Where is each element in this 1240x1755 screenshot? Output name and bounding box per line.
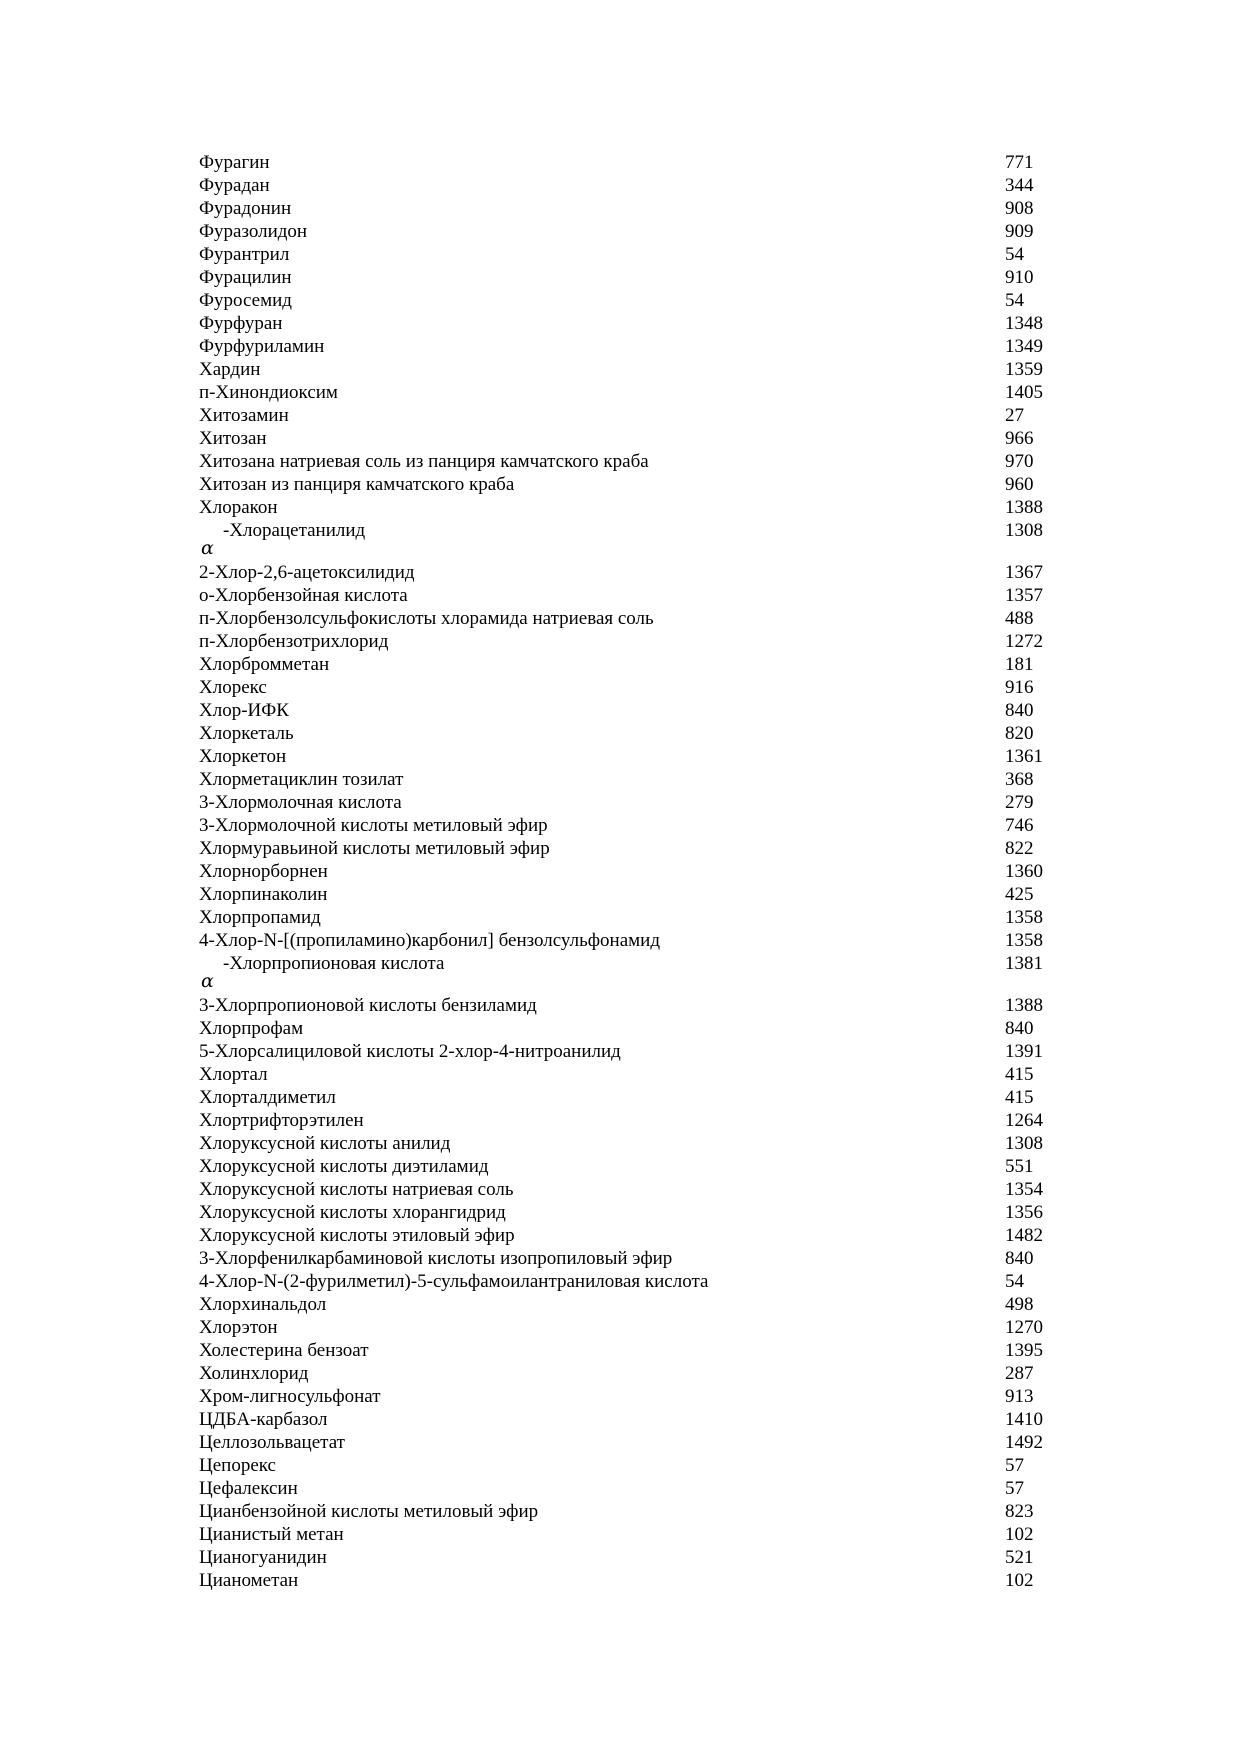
entry-page-number: 102: [1005, 1570, 1034, 1591]
entry-page-number: 1349: [1005, 336, 1043, 357]
index-entry: [199, 1362, 1079, 1385]
entry-name: Хлорпропамид: [199, 907, 321, 928]
index-entry: [199, 768, 1079, 791]
index-entry: [199, 1040, 1079, 1063]
index-entry: [199, 1086, 1079, 1109]
entry-name: Хлорнорборнен: [199, 861, 328, 882]
entry-page-number: 1405: [1005, 382, 1043, 403]
index-entry: [199, 266, 1079, 289]
entry-page-number: 1356: [1005, 1202, 1043, 1223]
entry-name: Фуразолидон: [199, 221, 308, 242]
entry-page-number: 913: [1005, 1386, 1034, 1407]
index-entry: [199, 952, 1079, 994]
index-entry: [199, 1523, 1079, 1546]
entry-name: Хлоруксусной кислоты этиловый эфир: [199, 1225, 515, 1246]
entry-name: Хлортал: [199, 1064, 268, 1085]
index-entry: [199, 1270, 1079, 1293]
entry-name: Хитозан из панциря камчатского краба: [199, 474, 515, 495]
index-entry: [199, 197, 1079, 220]
index-entry: [199, 1017, 1079, 1040]
entry-name: Фурадан: [199, 175, 270, 196]
entry-page-number: 54: [1005, 290, 1024, 311]
entry-page-number: 488: [1005, 608, 1034, 629]
entry-name: Хардин: [199, 359, 261, 380]
entry-name: 4-Хлор-N-(2-фурилметил)-5-сульфамоилантраниловая кислота: [199, 1271, 709, 1292]
index-entry: [199, 496, 1079, 519]
entry-name: 5-Хлорсалициловой кислоты 2-хлор-4-нитроанилид: [199, 1041, 621, 1062]
index-entry: [199, 1224, 1079, 1247]
index-entry: [199, 220, 1079, 243]
entry-page-number: 1357: [1005, 585, 1043, 606]
entry-page-number: 27: [1005, 405, 1024, 426]
entry-page-number: 966: [1005, 428, 1034, 449]
entry-name: Фуросемид: [199, 290, 292, 311]
entry-name: Цианометан: [199, 1570, 299, 1591]
entry-name: Хлорбромметан: [199, 654, 330, 675]
index-entry: [199, 358, 1079, 381]
index-entry: [199, 1569, 1079, 1592]
index-entry: [199, 1293, 1079, 1316]
entry-name: Хлорталдиметил: [199, 1087, 336, 1108]
entry-page-number: 910: [1005, 267, 1034, 288]
alpha-prefix-symbol: α: [201, 970, 214, 992]
entry-name: Цианистый метан: [199, 1524, 344, 1545]
entry-page-number: 840: [1005, 1018, 1034, 1039]
index-entry: [199, 699, 1079, 722]
entry-name: Хлоракон: [199, 497, 278, 518]
index-entry: [199, 1546, 1079, 1569]
index-entry: [199, 335, 1079, 358]
entry-name: 3-Хлорфенилкарбаминовой кислоты изопропиловый эфир: [199, 1248, 673, 1269]
entry-name: Хром-лигносульфонат: [199, 1386, 381, 1407]
entry-page-number: 344: [1005, 175, 1034, 196]
entry-page-number: 54: [1005, 1271, 1024, 1292]
entry-name: Хлоруксусной кислоты хлорангидрид: [199, 1202, 506, 1223]
entry-page-number: 181: [1005, 654, 1034, 675]
index-entry: [199, 1500, 1079, 1523]
alpha-prefix-symbol: α: [201, 537, 214, 559]
index-entry: [199, 676, 1079, 699]
entry-name: Хлоркетон: [199, 746, 287, 767]
entry-page-number: 415: [1005, 1064, 1034, 1085]
entry-name: Фурантрил: [199, 244, 290, 265]
entry-name: о-Хлорбензойная кислота: [199, 585, 408, 606]
index-entry: [199, 1155, 1079, 1178]
entry-name: Хитозан: [199, 428, 267, 449]
index-entry: [199, 427, 1079, 450]
index-entry: [199, 630, 1079, 653]
index-entry: [199, 1316, 1079, 1339]
index-entry: [199, 653, 1079, 676]
entry-page-number: 368: [1005, 769, 1034, 790]
entry-page-number: 551: [1005, 1156, 1034, 1177]
entry-page-number: 840: [1005, 700, 1034, 721]
entry-page-number: 102: [1005, 1524, 1034, 1545]
index-entry: [199, 1247, 1079, 1270]
entry-page-number: 1361: [1005, 746, 1043, 767]
entry-name: Хлорметациклин тозилат: [199, 769, 404, 790]
entry-page-number: 771: [1005, 152, 1034, 173]
entry-page-number: 279: [1005, 792, 1034, 813]
entry-name: Хитозамин: [199, 405, 289, 426]
entry-name: Цианбензойной кислоты метиловый эфир: [199, 1501, 539, 1522]
index-entry: [199, 561, 1079, 584]
entry-page-number: 1367: [1005, 562, 1043, 583]
entry-name: Хлор-ИФК: [199, 700, 289, 721]
entry-page-number: 1482: [1005, 1225, 1043, 1246]
index-entry: [199, 381, 1079, 404]
index-entry: [199, 906, 1079, 929]
index-entry: [199, 791, 1079, 814]
index-entry: [199, 814, 1079, 837]
entry-name: Хлортрифторэтилен: [199, 1110, 364, 1131]
entry-name: Хлормуравьиной кислоты метиловый эфир: [199, 838, 550, 859]
index-entry: [199, 1339, 1079, 1362]
entry-page-number: 970: [1005, 451, 1034, 472]
index-entry: [199, 929, 1079, 952]
entry-page-number: 54: [1005, 244, 1024, 265]
entry-name: Хлорпинаколин: [199, 884, 328, 905]
entry-page-number: 1360: [1005, 861, 1043, 882]
entry-name: Хлорэтон: [199, 1317, 278, 1338]
entry-page-number: 57: [1005, 1455, 1024, 1476]
index-entry: [199, 1477, 1079, 1500]
entry-page-number: 823: [1005, 1501, 1034, 1522]
entry-name: 3-Хлормолочная кислота: [199, 792, 402, 813]
entry-page-number: 1358: [1005, 907, 1043, 928]
index-list: [199, 151, 1079, 1592]
index-entry: [199, 243, 1079, 266]
entry-name: Хлоркеталь: [199, 723, 294, 744]
index-entry: [199, 883, 1079, 906]
entry-page-number: 1381: [1005, 953, 1043, 974]
entry-page-number: 1308: [1005, 520, 1043, 541]
entry-name: Фурацилин: [199, 267, 292, 288]
entry-name: Хлоруксусной кислоты диэтиламид: [199, 1156, 489, 1177]
entry-name: -Хлорацетанилид: [223, 520, 366, 541]
entry-page-number: 425: [1005, 884, 1034, 905]
entry-name: Хлоруксусной кислоты натриевая соль: [199, 1179, 514, 1200]
index-entry: [199, 1201, 1079, 1224]
entry-page-number: 1359: [1005, 359, 1043, 380]
entry-name: Фурфуриламин: [199, 336, 325, 357]
entry-page-number: 1391: [1005, 1041, 1043, 1062]
entry-page-number: 1354: [1005, 1179, 1043, 1200]
entry-page-number: 1492: [1005, 1432, 1043, 1453]
entry-page-number: 287: [1005, 1363, 1034, 1384]
index-entry: [199, 404, 1079, 427]
index-entry: [199, 1109, 1079, 1132]
index-entry: [199, 1178, 1079, 1201]
entry-name: Цепорекс: [199, 1455, 276, 1476]
index-entry: [199, 1408, 1079, 1431]
index-entry: [199, 1454, 1079, 1477]
index-entry: [199, 994, 1079, 1017]
entry-page-number: 1410: [1005, 1409, 1043, 1430]
entry-name: 3-Хлорпропионовой кислоты бензиламид: [199, 995, 537, 1016]
entry-page-number: 1264: [1005, 1110, 1043, 1131]
index-entry: [199, 519, 1079, 561]
index-entry: [199, 174, 1079, 197]
index-entry: [199, 722, 1079, 745]
index-entry: [199, 151, 1079, 174]
index-entry: [199, 837, 1079, 860]
entry-name: Фурадонин: [199, 198, 292, 219]
entry-name: Хлорпрофам: [199, 1018, 304, 1039]
index-entry: [199, 289, 1079, 312]
entry-name: 4-Хлор-N-[(пропиламино)карбонил] бензолсульфонамид: [199, 930, 661, 951]
entry-page-number: 57: [1005, 1478, 1024, 1499]
index-entry: [199, 1431, 1079, 1454]
entry-name: Фурагин: [199, 152, 270, 173]
index-entry: [199, 584, 1079, 607]
entry-name: п-Хлорбензотрихлорид: [199, 631, 389, 652]
index-entry: [199, 607, 1079, 630]
entry-name: ЦДБА-карбазол: [199, 1409, 328, 1430]
entry-page-number: 1388: [1005, 497, 1043, 518]
index-entry: [199, 1385, 1079, 1408]
index-entry: [199, 745, 1079, 768]
index-entry: [199, 1132, 1079, 1155]
entry-name: Цианогуанидин: [199, 1547, 327, 1568]
entry-page-number: 822: [1005, 838, 1034, 859]
entry-page-number: 909: [1005, 221, 1034, 242]
entry-name: Холестерина бензоат: [199, 1340, 369, 1361]
entry-name: Цефалексин: [199, 1478, 298, 1499]
index-entry: [199, 450, 1079, 473]
entry-name: Целлозольвацетат: [199, 1432, 345, 1453]
entry-page-number: 1395: [1005, 1340, 1043, 1361]
entry-page-number: 746: [1005, 815, 1034, 836]
entry-page-number: 415: [1005, 1087, 1034, 1108]
entry-page-number: 960: [1005, 474, 1034, 495]
index-entry: [199, 473, 1079, 496]
entry-page-number: 1270: [1005, 1317, 1043, 1338]
entry-name: 2-Хлор-2,6-ацетоксилидид: [199, 562, 415, 583]
entry-name: п-Хлорбензолсульфокислоты хлорамида натриевая соль: [199, 608, 654, 629]
entry-page-number: 521: [1005, 1547, 1034, 1568]
entry-page-number: 820: [1005, 723, 1034, 744]
entry-page-number: 1388: [1005, 995, 1043, 1016]
entry-page-number: 1348: [1005, 313, 1043, 334]
entry-name: Хлорхинальдол: [199, 1294, 327, 1315]
entry-name: Холинхлорид: [199, 1363, 309, 1384]
entry-name: 3-Хлормолочной кислоты метиловый эфир: [199, 815, 548, 836]
entry-name: Хлоруксусной кислоты анилид: [199, 1133, 451, 1154]
entry-page-number: 1308: [1005, 1133, 1043, 1154]
entry-page-number: 1272: [1005, 631, 1043, 652]
entry-page-number: 1358: [1005, 930, 1043, 951]
entry-name: Хлорекс: [199, 677, 267, 698]
entry-name: п-Хинондиоксим: [199, 382, 338, 403]
entry-page-number: 908: [1005, 198, 1034, 219]
entry-page-number: 498: [1005, 1294, 1034, 1315]
entry-name: Хитозана натриевая соль из панциря камчатского краба: [199, 451, 649, 472]
entry-page-number: 916: [1005, 677, 1034, 698]
entry-name: Фурфуран: [199, 313, 283, 334]
entry-name: -Хлорпропионовая кислота: [223, 953, 445, 974]
entry-page-number: 840: [1005, 1248, 1034, 1269]
index-entry: [199, 312, 1079, 335]
index-entry: [199, 860, 1079, 883]
index-entry: [199, 1063, 1079, 1086]
